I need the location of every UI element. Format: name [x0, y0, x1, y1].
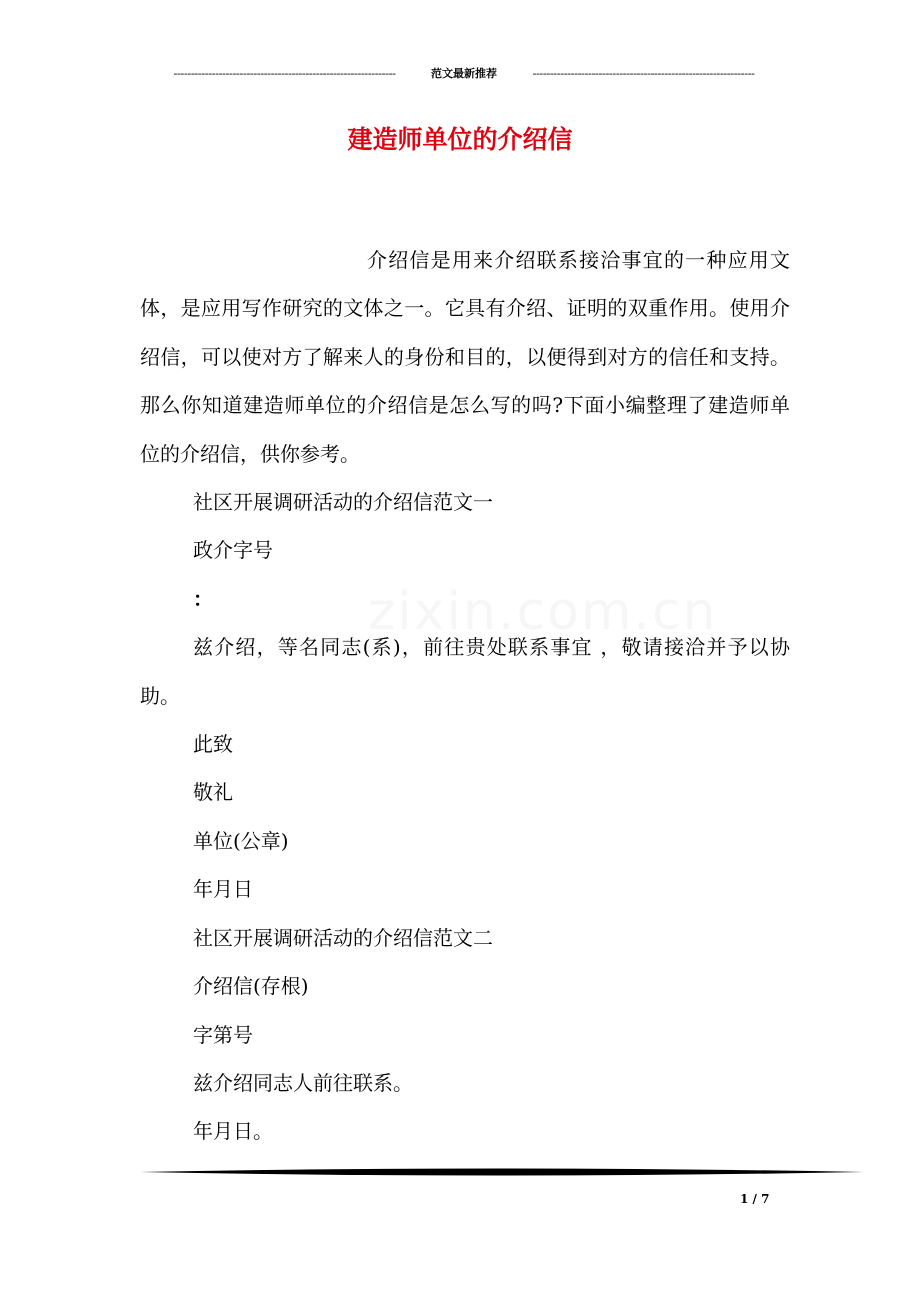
- date-line-2: 年月日。: [193, 1119, 273, 1144]
- letter-body-1: 兹介绍，等名同志(系)，前往贵处联系事宜 ，敬请接洽并予以协助。: [140, 635, 790, 708]
- page-header: [140, 66, 780, 82]
- intro-paragraph: 介绍信是用来介绍联系接洽事宜的一种应用文体，是应用写作研究的文体之一。它具有介绍、证明的双重作用。使用介绍信，可以使对方了解来人的身份和目的，以便得到对方的信任和支持。那么你知道建造师单位的介绍信是怎么写的吗?下面小编整理了建造师单位的介绍信，供你参考。: [140, 248, 790, 466]
- page-number: 1 / 7: [740, 1192, 770, 1206]
- sample2-heading: 社区开展调研活动的介绍信范文二: [193, 925, 493, 950]
- sample1-heading: 社区开展调研活动的介绍信范文一: [193, 490, 493, 515]
- header-label: 范文最新推荐: [431, 67, 497, 80]
- reference-number-1: 政介字号: [193, 538, 273, 563]
- watermark: zixin.com.cn: [368, 582, 718, 642]
- date-line-1: 年月日: [193, 877, 253, 902]
- footer-divider: [140, 1165, 864, 1179]
- closing-line-1: 此致: [193, 732, 233, 757]
- letter-body-2: 兹介绍同志人前往联系。: [193, 1070, 413, 1095]
- unit-seal: 单位(公章): [193, 828, 289, 853]
- closing-line-2: 敬礼: [193, 780, 233, 805]
- stub-title: 介绍信(存根): [193, 974, 309, 999]
- header-dashes-right: ----------------------------------------------------------------: [532, 67, 755, 80]
- reference-number-2: 字第号: [193, 1022, 253, 1047]
- document-title: 建造师单位的介绍信: [347, 125, 573, 154]
- salutation-colon: ：: [193, 586, 213, 611]
- document-body: [140, 236, 790, 1156]
- header-dashes-left: ----------------------------------------------------------------: [173, 67, 396, 80]
